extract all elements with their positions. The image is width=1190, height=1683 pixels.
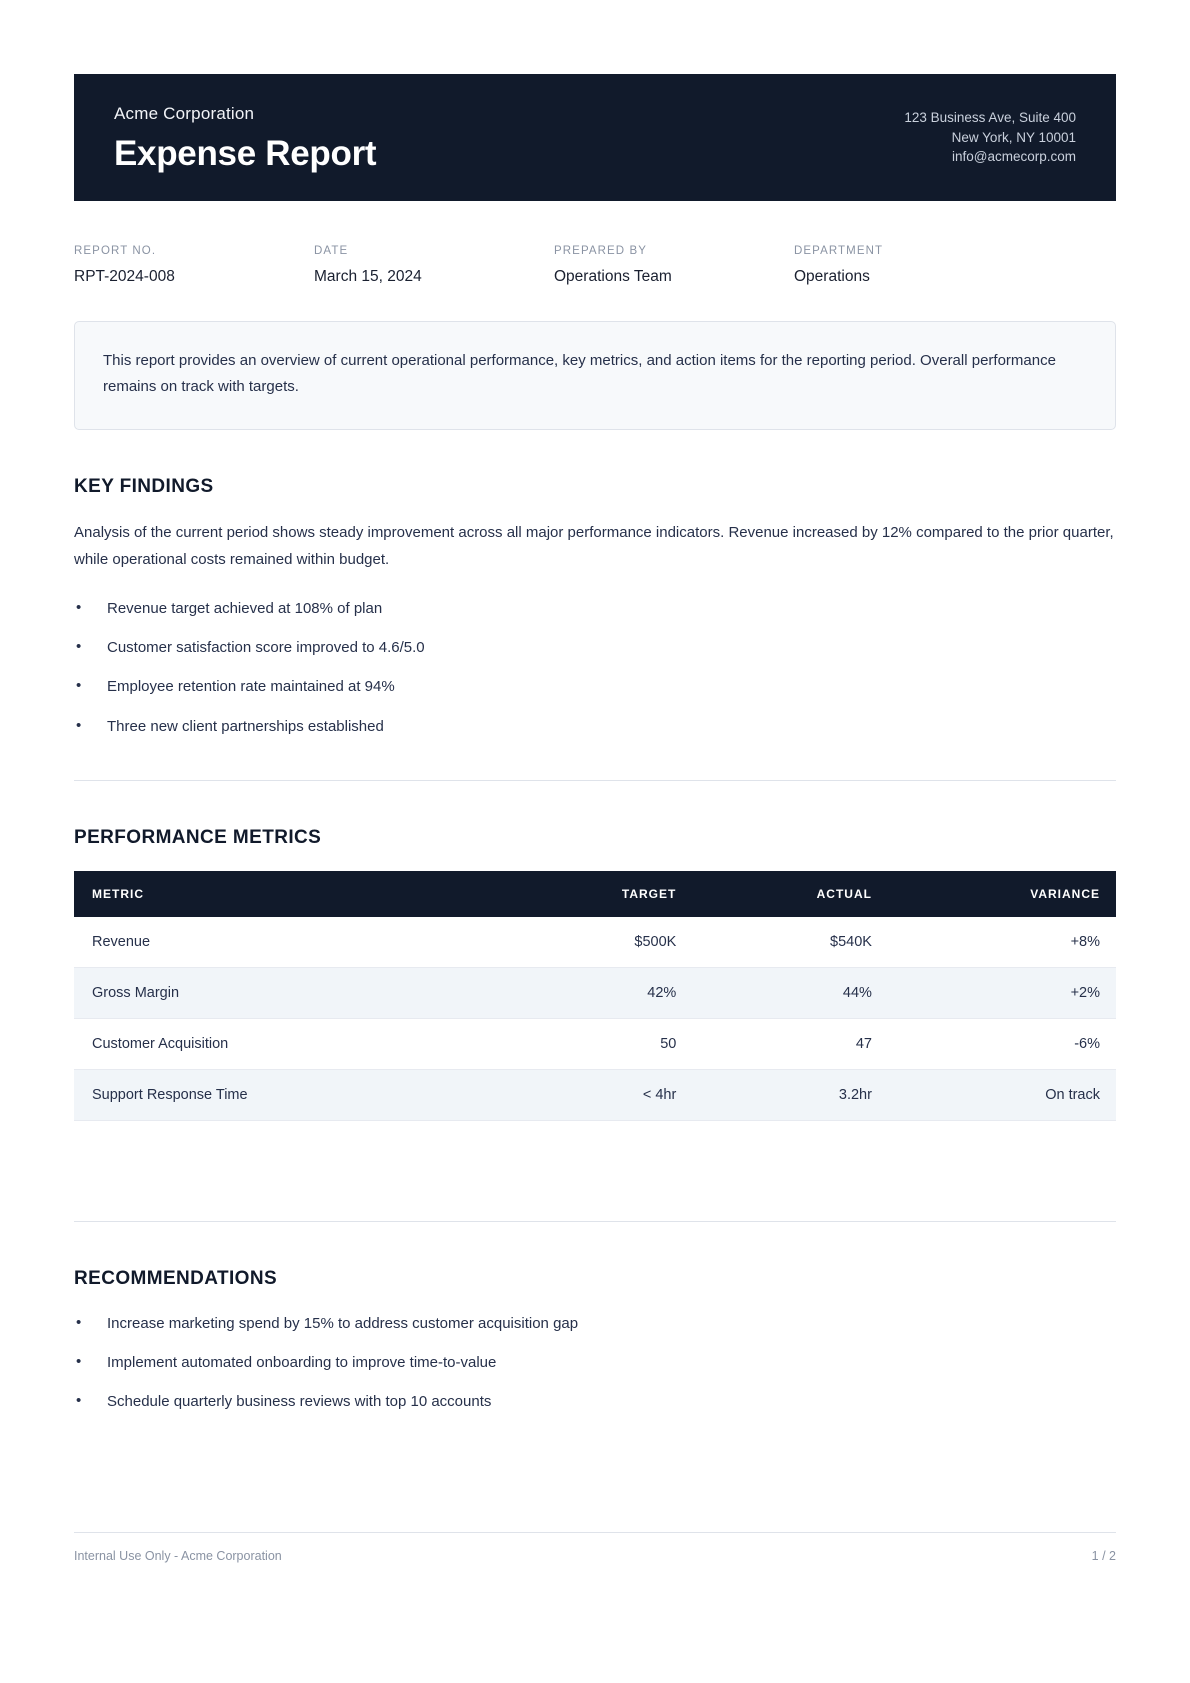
section-recommendations [74,1268,1116,1414]
list-item: • Three new client partnerships established [74,715,1116,738]
company-address-line2: New York, NY 10001 [951,129,1076,145]
footer-page-number: 1 / 2 [1091,1549,1116,1563]
header-contact-block [904,104,1076,167]
column-header-actual: ACTUAL [692,871,888,917]
cell-metric: Support Response Time [74,1069,499,1120]
cell-variance: -6% [888,1018,1116,1069]
table-row [74,967,1116,1018]
section-divider [74,1221,1116,1222]
report-meta-row [74,245,1116,286]
cell-metric: Revenue [74,917,499,968]
company-name: Acme Corporation [114,104,255,123]
meta-label-report-no: REPORT NO. [74,244,157,257]
company-email: info@acmecorp.com [952,149,1076,165]
cell-target: 42% [499,967,693,1018]
cell-variance: +2% [888,967,1116,1018]
header-left [114,104,376,173]
cell-target: 50 [499,1018,693,1069]
page-title: Expense Report [114,134,377,173]
section-key-findings [74,476,1116,738]
column-header-metric: METRIC [74,871,499,917]
section-performance-metrics [74,827,1116,1121]
performance-metrics-title: PERFORMANCE METRICS [74,826,322,848]
table-header [74,871,1116,917]
key-findings-list [74,597,1116,738]
list-item: • Customer satisfaction score improved to 4.6/5.0 [74,636,1116,659]
meta-value-prepared-by: Operations Team [554,267,672,285]
performance-metrics-table [74,871,1116,1121]
page-footer [74,1532,1116,1563]
document-header [74,74,1116,201]
cell-target: $500K [499,917,693,968]
meta-prepared-by [554,245,794,286]
list-item: • Employee retention rate maintained at 94% [74,675,1116,698]
meta-department [794,245,1034,286]
cell-actual: 47 [692,1018,888,1069]
table-row [74,1018,1116,1069]
meta-label-prepared-by: PREPARED BY [554,244,648,257]
recommendations-title: RECOMMENDATIONS [74,1267,278,1289]
cell-variance: On track [888,1069,1116,1120]
cell-metric: Gross Margin [74,967,499,1018]
table-row [74,1069,1116,1120]
table-header-row [74,871,1116,917]
list-item: • Revenue target achieved at 108% of plan [74,597,1116,620]
meta-date [314,245,554,286]
meta-value-department: Operations [794,267,870,285]
cell-actual: 44% [692,967,888,1018]
cell-actual: $540K [692,917,888,968]
summary-box [74,321,1116,431]
recommendations-list [74,1312,1116,1414]
cell-variance: +8% [888,917,1116,968]
meta-report-no [74,245,314,286]
table-row [74,917,1116,968]
list-item: • Increase marketing spend by 15% to address customer acquisition gap [74,1312,1116,1335]
key-findings-paragraph: Analysis of the current period shows steady improvement across all major performance indicators. Revenue increased by 12% compared to the prior quarter, while operational costs remained within budget. [74,524,1114,568]
summary-text: This report provides an overview of current operational performance, key metrics, and action items for the reporting period. Overall performance remains on track with targets. [103,351,1056,395]
meta-label-department: DEPARTMENT [794,244,884,257]
meta-value-report-no: RPT-2024-008 [74,267,175,285]
footer-note: Internal Use Only - Acme Corporation [74,1549,282,1563]
list-item: • Implement automated onboarding to improve time-to-value [74,1351,1116,1374]
list-item: • Schedule quarterly business reviews with top 10 accounts [74,1390,1116,1413]
table-body [74,917,1116,1121]
section-divider [74,780,1116,781]
cell-metric: Customer Acquisition [74,1018,499,1069]
cell-target: < 4hr [499,1069,693,1120]
meta-value-date: March 15, 2024 [314,267,422,285]
column-header-variance: VARIANCE [888,871,1116,917]
column-header-target: TARGET [499,871,693,917]
cell-actual: 3.2hr [692,1069,888,1120]
company-address-line1: 123 Business Ave, Suite 400 [904,110,1076,125]
key-findings-title: KEY FINDINGS [74,476,214,498]
meta-label-date: DATE [314,244,349,257]
